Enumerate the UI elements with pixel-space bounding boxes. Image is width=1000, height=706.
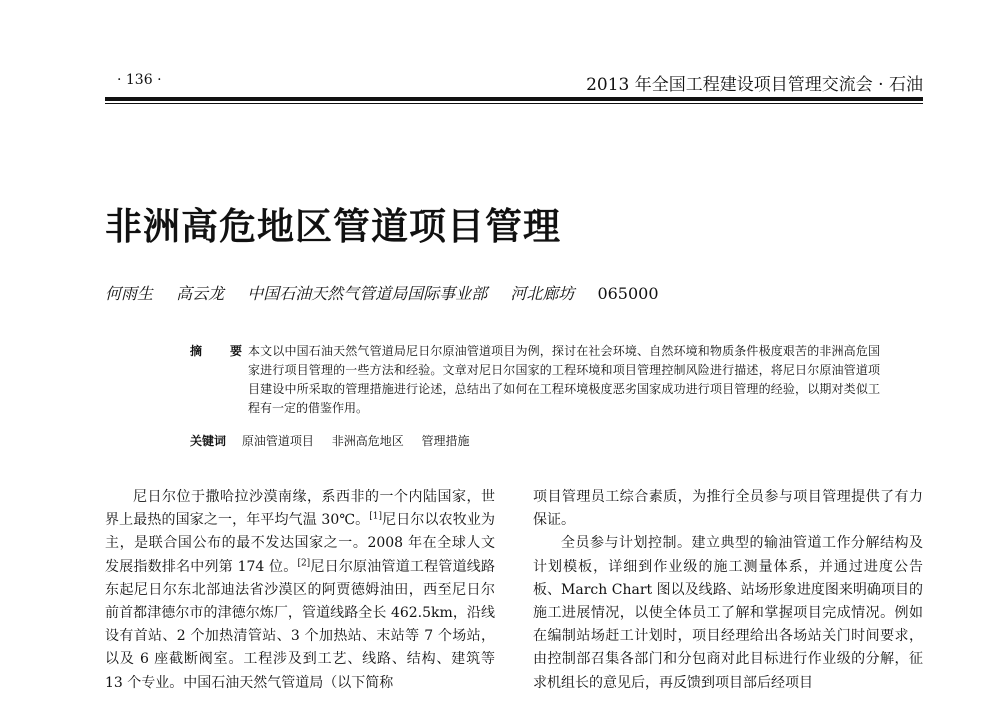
body-paragraph: 全员参与计划控制。建立典型的输油管道工作分解结构及计划模板，详细到作业级的施工测量体系，并通过进度公告板、March Chart 图以及线路、站场形象进度图来明确项目的施工进展情况，以使全体员工了解和掌握项目完成情况。例如在编制站场赶工计划时，项目经理给出各场站关门时间要求，由控制部召集各部门和分包商对此目标进行作业级的分解，征求机组长的意见后，再反馈到项目部后经项目 — [533, 535, 923, 691]
keyword: 管理措施 — [421, 434, 470, 448]
author-name: 何雨生 — [105, 284, 154, 303]
article-title: 非洲高危地区管道项目管理 — [105, 204, 561, 248]
header-rule-thin — [105, 103, 923, 104]
abstract-text: 本文以中国石油天然气管道局尼日尔原油管道项目为例，探讨在社会环境、自然环境和物质条件极度艰苦的非洲高危国家进行项目管理的一些方法和经验。文章对尼日尔国家的工程环境和项目管理控制风险进行描述，将尼日尔原油管道项目建设中所采取的管理措施进行论述，总结出了如何在工程环境极度恶劣国家成功进行项目管理的经验，以期对类似工程有一定的借鉴作用。 — [248, 344, 880, 415]
body-paragraph: 项目管理员工综合素质，为推行全员参与项目管理提供了有力保证。 — [533, 489, 923, 529]
keywords-block — [190, 432, 484, 449]
author-byline — [105, 281, 659, 304]
postcode: 065000 — [597, 284, 659, 303]
abstract-block — [190, 342, 880, 418]
running-header — [105, 70, 923, 96]
citation-ref[interactable]: [1] — [369, 511, 383, 522]
author-name: 高云龙 — [176, 284, 225, 303]
location: 河北廊坊 — [510, 284, 575, 303]
abstract-label: 摘 要 — [190, 344, 251, 358]
keyword: 非洲高危地区 — [331, 434, 404, 448]
body-text: 尼日尔以农牧业为主，是联合国公布的最不发达国家之一。2008 年在全球人文发展指数排名中列第 174 位。 — [105, 512, 495, 575]
running-title: 2013 年全国工程建设项目管理交流会 · 石油 — [586, 75, 923, 95]
keyword: 原油管道项目 — [241, 434, 314, 448]
keywords-label: 关键词 — [190, 434, 227, 448]
body-column-left — [105, 486, 495, 695]
header-rule-thick — [105, 97, 923, 101]
affiliation: 中国石油天然气管道局国际事业部 — [247, 284, 488, 303]
body-text: 尼日尔原油管道工程管道线路东起尼日尔东北部迪法省沙漠区的阿贾德姆油田，西至尼日尔前首都津德尔市的津德尔炼厂，管道线路全长 462.5km，沿线设有首站、2 个加热清管站、3 个加热站、末站等 7 个场站，以及 6 座截断阀室。工程涉及到工艺、线路、结构、建筑等 13 个专业。中国石油天然气管道局（以下简称 — [105, 558, 495, 691]
page-number: · 136 · — [117, 72, 162, 88]
body-text: 尼日尔位于撒哈拉沙漠南缘，系西非的一个内陆国家，世界上最热的国家之一，年平均气温 30℃。 — [105, 489, 495, 529]
citation-ref[interactable]: [2] — [297, 557, 311, 568]
body-column-right — [533, 486, 923, 695]
body-paragraph — [105, 486, 495, 695]
